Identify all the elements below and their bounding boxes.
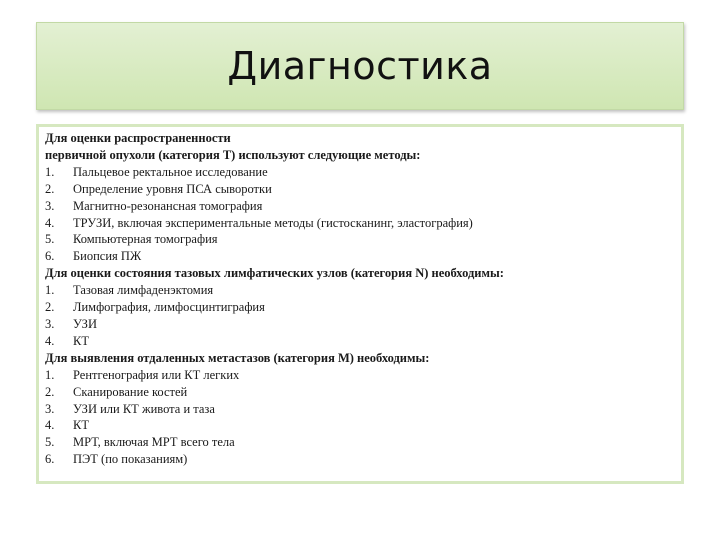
list-item-text: УЗИ <box>73 316 97 331</box>
list-item-number: 3. <box>45 316 55 331</box>
section-heading: первичной опухоли (категория Т) используют следующие методы: <box>45 147 421 162</box>
list-item-number: 3. <box>45 401 55 416</box>
list-item-text: УЗИ или КТ живота и таза <box>73 401 215 416</box>
list-item-number: 2. <box>45 300 55 315</box>
list-item-text: Биопсия ПЖ <box>73 249 142 264</box>
section-heading: Для выявления отдаленных метастазов (категория М) необходимы: <box>45 350 430 365</box>
list-item-number: 5. <box>45 232 55 247</box>
list-item-number: 4. <box>45 333 55 348</box>
list-item <box>45 215 675 232</box>
list-item <box>45 231 675 248</box>
list-item-text: КТ <box>73 333 89 348</box>
list-item <box>45 181 675 198</box>
section-m-category <box>45 350 675 468</box>
list-item-text: ТРУЗИ, включая экспериментальные методы (гистосканинг, эластография) <box>73 215 473 230</box>
list-item <box>45 401 675 418</box>
list-item-number: 2. <box>45 181 55 196</box>
list-item <box>45 316 675 333</box>
list-item <box>45 248 675 265</box>
list-item-text: Тазовая лимфаденэктомия <box>73 283 214 298</box>
list-item-number: 5. <box>45 435 55 450</box>
list-item <box>45 384 675 401</box>
list-item-number: 1. <box>45 367 55 382</box>
section-t-category <box>45 130 675 265</box>
list-item <box>45 282 675 299</box>
list-item-number: 3. <box>45 198 55 213</box>
list-item-text: Определение уровня ПСА сыворотки <box>73 181 272 196</box>
section-heading: Для оценки распространенности <box>45 131 231 145</box>
list-item-text: Пальцевое ректальное исследование <box>73 164 268 179</box>
list-item-text: Сканирование костей <box>73 384 188 399</box>
list-item-text: Магнитно-резонансная томография <box>73 198 263 213</box>
list-item-number: 6. <box>45 452 55 467</box>
list-item-text: Лимфография, лимфосцинтиграфия <box>73 300 265 315</box>
section-heading: Для оценки состояния тазовых лимфатических узлов (категория N) необходимы: <box>45 266 504 281</box>
list-item-text: Рентгенография или КТ легких <box>73 367 240 382</box>
list-item-number: 4. <box>45 215 55 230</box>
list-item-number: 1. <box>45 164 55 179</box>
slide-title-box <box>36 22 684 110</box>
slide-title: Диагностика <box>227 44 493 88</box>
list-item <box>45 434 675 451</box>
list-item-text: ПЭТ (по показаниям) <box>73 452 188 467</box>
list-item <box>45 198 675 215</box>
section-n-category <box>45 265 675 350</box>
slide-content-box <box>36 124 684 484</box>
list-item <box>45 299 675 316</box>
list-item <box>45 367 675 384</box>
list-item <box>45 333 675 350</box>
list-item-number: 2. <box>45 384 55 399</box>
list-item-number: 6. <box>45 249 55 264</box>
list-item-number: 1. <box>45 283 55 298</box>
list-item <box>45 164 675 181</box>
list-item <box>45 417 675 434</box>
list-item-text: МРТ, включая МРТ всего тела <box>73 435 235 450</box>
list-item-text: Компьютерная томография <box>73 232 218 247</box>
list-item <box>45 451 675 468</box>
list-item-text: КТ <box>73 418 89 433</box>
list-item-number: 4. <box>45 418 55 433</box>
